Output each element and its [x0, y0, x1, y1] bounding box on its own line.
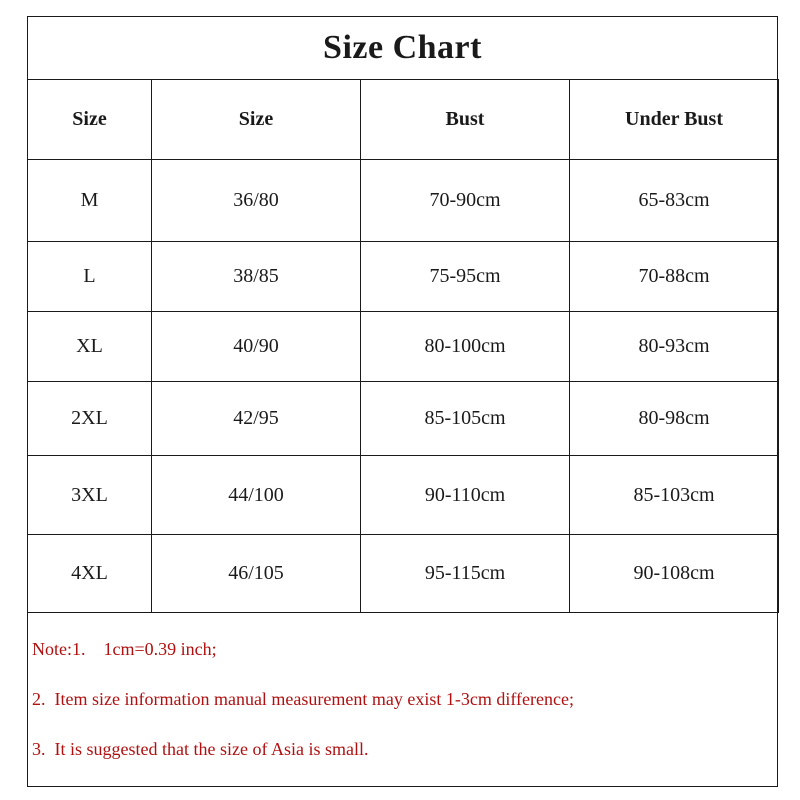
header-size-number: Size: [152, 80, 361, 160]
cell-bust: 80-100cm: [361, 312, 570, 382]
table-row: [28, 382, 779, 456]
table-row: [28, 242, 779, 312]
cell-size-number: 42/95: [152, 382, 361, 456]
cell-bust: 75-95cm: [361, 242, 570, 312]
cell-under-bust: 80-93cm: [570, 312, 779, 382]
table-row: [28, 160, 779, 242]
cell-bust: 95-115cm: [361, 535, 570, 613]
note-unit-conversion: Note:1. 1cm=0.39 inch;: [32, 639, 217, 659]
cell-bust: 70-90cm: [361, 160, 570, 242]
cell-size-letter: XL: [28, 312, 152, 382]
cell-size-letter: 3XL: [28, 456, 152, 535]
table-row: [28, 312, 779, 382]
header-under-bust: Under Bust: [570, 80, 779, 160]
cell-under-bust: 80-98cm: [570, 382, 779, 456]
cell-size-number: 44/100: [152, 456, 361, 535]
cell-under-bust: 65-83cm: [570, 160, 779, 242]
header-size-letter: Size: [28, 80, 152, 160]
cell-size-letter: M: [28, 160, 152, 242]
table-row: [28, 535, 779, 613]
cell-bust: 90-110cm: [361, 456, 570, 535]
cell-size-number: 36/80: [152, 160, 361, 242]
cell-size-number: 40/90: [152, 312, 361, 382]
cell-size-letter: 2XL: [28, 382, 152, 456]
cell-bust: 85-105cm: [361, 382, 570, 456]
size-chart-sheet: [27, 16, 778, 787]
cell-under-bust: 90-108cm: [570, 535, 779, 613]
cell-size-number: 46/105: [152, 535, 361, 613]
size-table: [27, 79, 779, 613]
note-measurement-difference: 2. Item size information manual measurement may exist 1-3cm difference;: [32, 689, 574, 709]
cell-under-bust: 70-88cm: [570, 242, 779, 312]
header-bust: Bust: [361, 80, 570, 160]
table-row: [28, 456, 779, 535]
note-asia-size: 3. It is suggested that the size of Asia is small.: [32, 739, 369, 759]
cell-size-letter: L: [28, 242, 152, 312]
chart-title: Size Chart: [28, 17, 777, 80]
cell-under-bust: 85-103cm: [570, 456, 779, 535]
cell-size-letter: 4XL: [28, 535, 152, 613]
table-header-row: [28, 80, 779, 160]
cell-size-number: 38/85: [152, 242, 361, 312]
